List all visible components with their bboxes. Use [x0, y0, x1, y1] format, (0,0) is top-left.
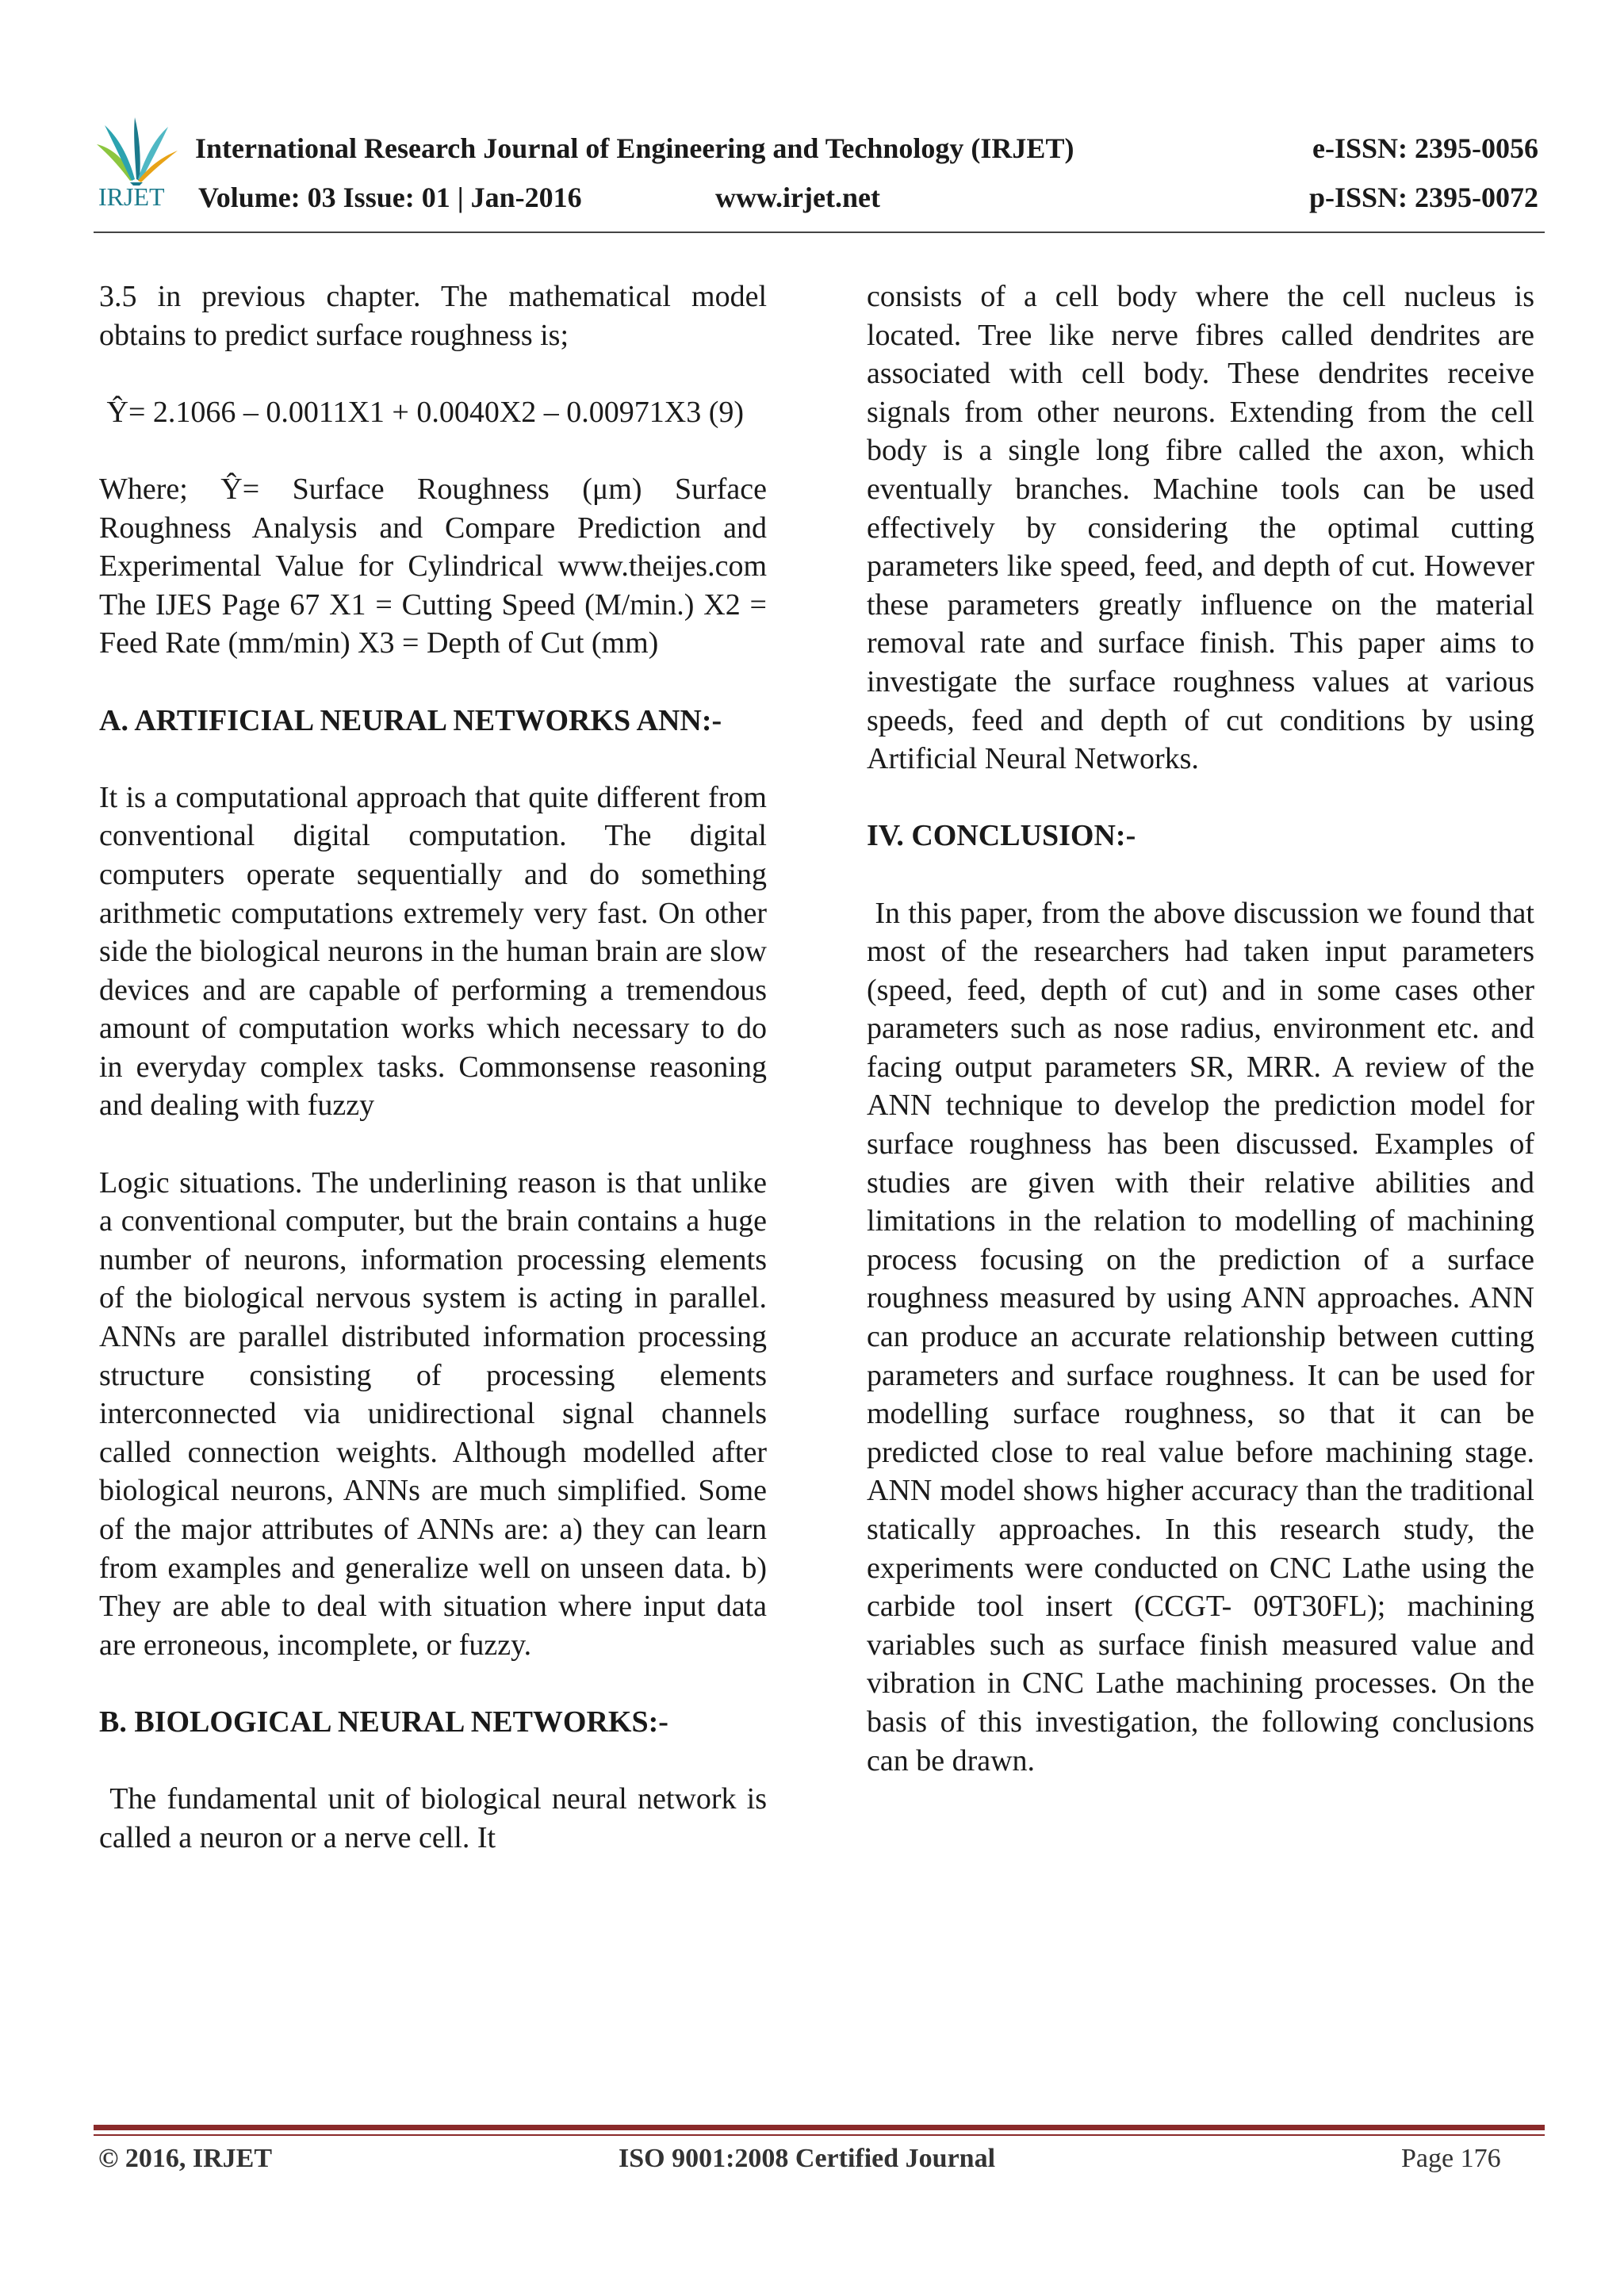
equation-surface-roughness: Ŷ= 2.1066 – 0.0011X1 + 0.0040X2 – 0.00971X3 (9): [99, 395, 745, 429]
footer-divider-thick: [94, 2125, 1545, 2130]
volume-issue: Volume: 03 Issue: 01 | Jan-2016: [198, 182, 582, 213]
journal-website-link[interactable]: www.irjet.net: [715, 182, 880, 213]
paragraph-previous-chapter: 3.5 in previous chapter. The mathematical model obtains to predict surface roughness is;: [99, 280, 767, 352]
right-column: [867, 277, 1542, 1780]
e-issn: e-ISSN: 2395-0056: [1312, 132, 1538, 164]
paragraph-biological-continued: consists of a cell body where the cell nucleus is located. Tree like nerve fibres called dendrites are associated with cell body. These dendrites receive signals from other neurons. Extending from the cell body is a single long fibre called the axon, which eventually branches. Machine tools can be used effectively by considering the optimal cutting parameters like speed, feed, and depth of cut. However these parameters greatly influence on the material removal rate and surface finish. This paper aims to investigate the surface roughness values at various speeds, feed and depth of cut conditions by using Artificial Neural Networks.: [867, 280, 1534, 776]
p-issn: p-ISSN: 2395-0072: [1308, 182, 1538, 213]
paragraph-conclusion: In this paper, from the above discussion we found that most of the researchers had taken input parameters (speed, feed, depth of cut) and in some cases other parameters such as nose radius, environment etc. and facing output parameters SR, MRR. A review of the ANN technique to develop the prediction model for surface roughness has been discussed. Examples of studies are given with their relative abilities and limitations in the relation to modelling of machining process focusing on the prediction of a surface roughness measured by using ANN approaches. ANN can produce an accurate relationship between cutting parameters and surface roughness. It can be used for modelling surface roughness, so that it can be predicted close to real value before machining stage. ANN model shows higher accuracy than the traditional statically approaches. In this research study, the experiments were conducted on CNC Lathe using the carbide tool insert (CCGT- 09T30FL); machining variables such as surface finish measured value and vibration in CNC Lathe machining processes. On the basis of this investigation, the following conclusions can be drawn.: [867, 896, 1542, 1777]
leaf-logo-icon: [94, 116, 181, 187]
paragraph-where: Where; Ŷ= Surface Roughness (μm) Surface Roughness Analysis and Compare Prediction and Experimental Value for Cylindrical www.theijes.com The IJES Page 67 X1 = Cutting Speed (M/min.) X2 = Feed Rate (mm/min) X3 = Depth of Cut (mm): [99, 472, 767, 660]
header-divider: [94, 232, 1545, 233]
journal-title: International Research Journal of Engineering and Technology (IRJET): [195, 132, 1074, 164]
page-header: [94, 111, 1538, 232]
footer-divider-thin: [94, 2134, 1545, 2136]
heading-ann: A. ARTIFICIAL NEURAL NETWORKS ANN:-: [99, 703, 722, 737]
footer-certification: ISO 9001:2008 Certified Journal: [619, 2144, 996, 2173]
paragraph-biological-1: The fundamental unit of biological neural network is called a neuron or a nerve cell. It: [99, 1782, 775, 1854]
heading-biological-nn: B. BIOLOGICAL NEURAL NETWORKS:-: [99, 1705, 668, 1739]
paragraph-ann-2: Logic situations. The underlining reason is that unlike a conventional computer, but the brain contains a huge number of neurons, information processing elements of the biological nervous system is acting in parallel. ANNs are parallel distributed information processing structure consisting of processing elements interconnected via unidirectional signal channels called connection weights. Although modelled after biological neurons, ANNs are much simplified. Some of the major attributes of ANNs are: a) they can learn from examples and generalize well on unseen data. b) They are able to deal with situation where input data are erroneous, incomplete, or fuzzy.: [99, 1165, 767, 1662]
irjet-logo: [94, 116, 181, 219]
logo-text: IRJET: [98, 182, 165, 211]
heading-conclusion: IV. CONCLUSION:-: [867, 819, 1136, 853]
paragraph-ann-1: It is a computational approach that quite different from conventional digital computation. The digital computers operate sequentially and do something arithmetic computations extremely very fast. On other side the biological neurons in the human brain are slow devices and are capable of performing a tremendous amount of computation works which necessary to do in everyday complex tasks. Commonsense reasoning and dealing with fuzzy: [99, 780, 767, 1123]
footer-page-number: Page 176: [1401, 2144, 1501, 2173]
footer-copyright: © 2016, IRJET: [98, 2144, 273, 2173]
left-column: [99, 277, 775, 1857]
